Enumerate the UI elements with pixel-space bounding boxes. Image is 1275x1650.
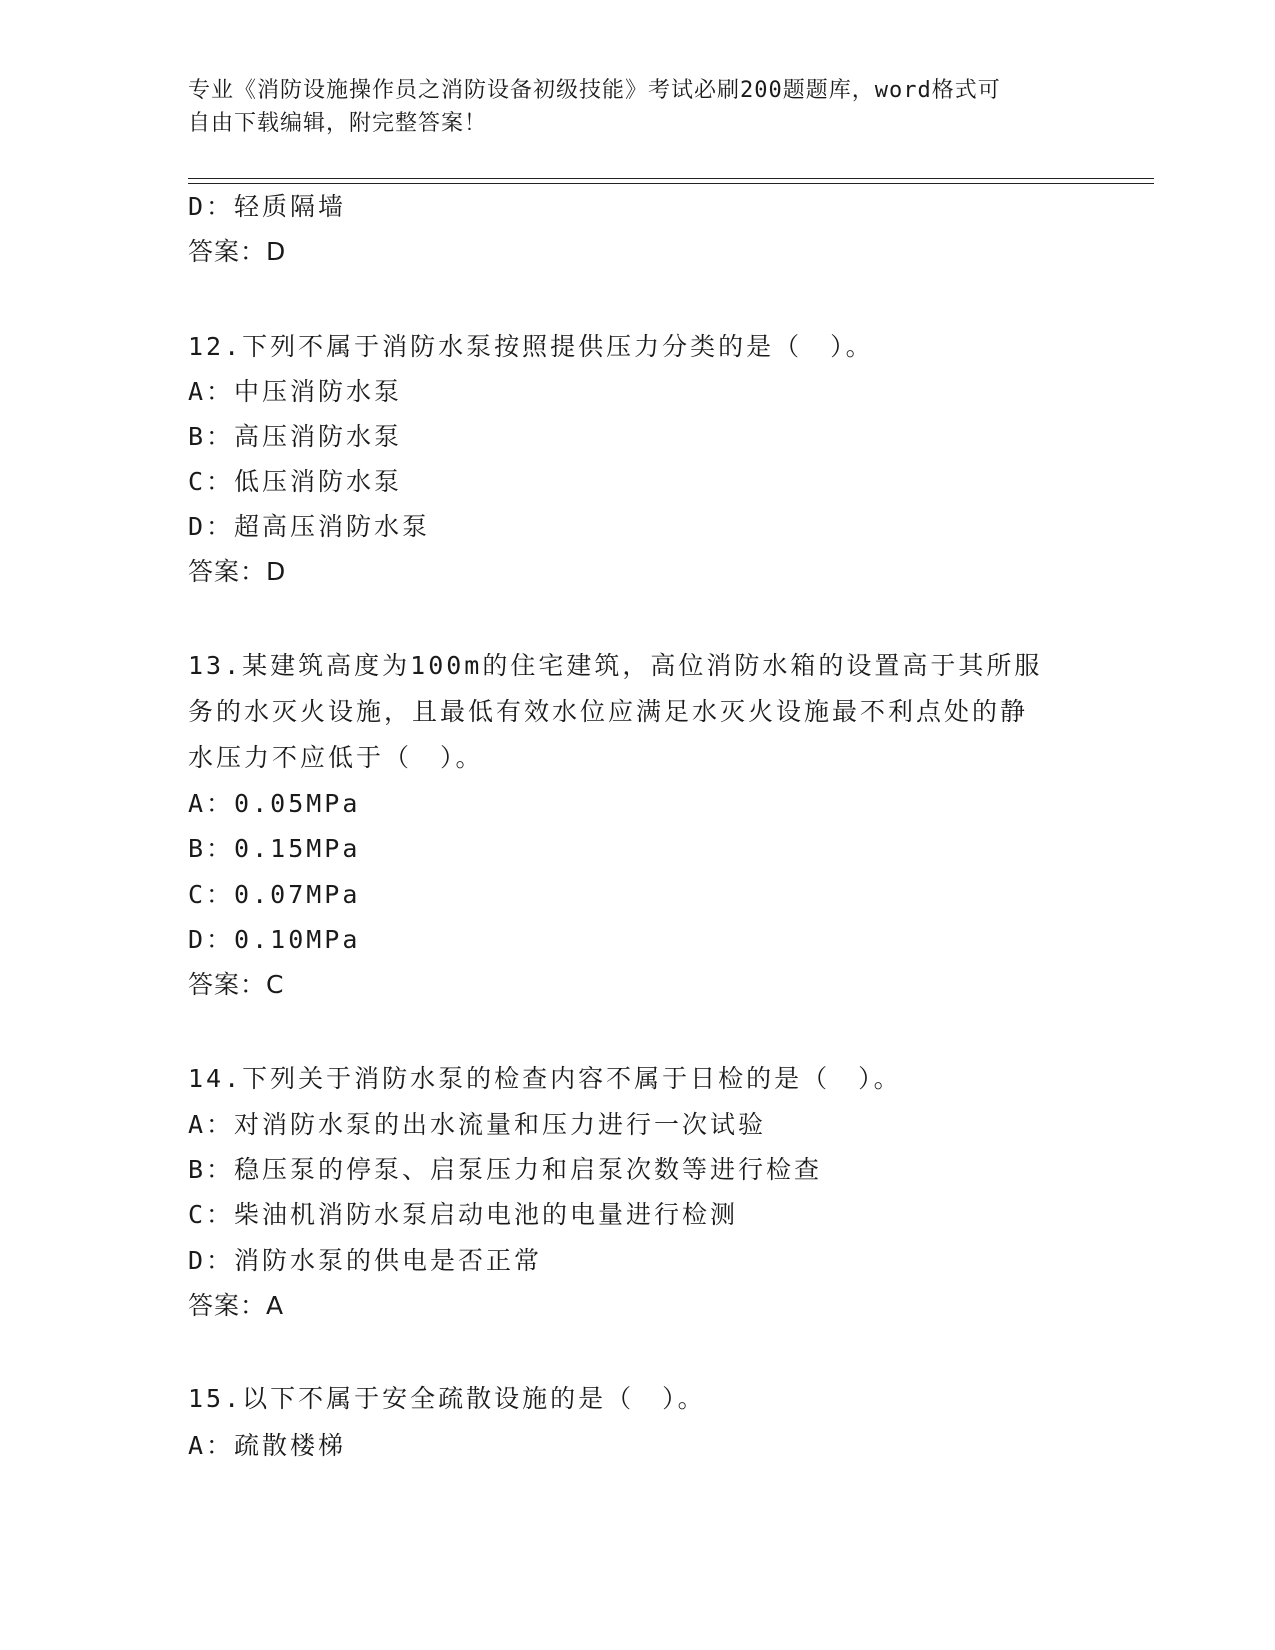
q12-stem: 12.下列不属于消防水泵按照提供压力分类的是（ ）。 (188, 332, 874, 361)
q14-option-a: A：对消防水泵的出水流量和压力进行一次试验 (188, 1110, 767, 1139)
document-header (188, 74, 1068, 140)
q11-option-d: D：轻质隔墙 (188, 192, 347, 221)
q13-answer: 答案：C (188, 970, 285, 999)
q13-option-d: D：0.10MPa (188, 925, 361, 954)
header-line-1: 专业《消防设施操作员之消防设备初级技能》考试必刷200题题库，word格式可 (188, 78, 1001, 103)
q13-option-b: B：0.15MPa (188, 834, 361, 863)
header-divider-bottom (188, 183, 1154, 184)
q14-option-c: C：柴油机消防水泵启动电池的电量进行检测 (188, 1200, 739, 1229)
header-divider-top (188, 178, 1154, 179)
q15-stem: 15.以下不属于安全疏散设施的是（ ）。 (188, 1384, 706, 1413)
q15-option-a: A：疏散楼梯 (188, 1431, 347, 1460)
q12-option-d: D：超高压消防水泵 (188, 512, 431, 541)
q12-option-b: B：高压消防水泵 (188, 422, 403, 451)
header-line-2: 自由下载编辑，附完整答案！ (188, 111, 488, 136)
q14-option-d: D：消防水泵的供电是否正常 (188, 1246, 543, 1275)
q14-stem: 14.下列关于消防水泵的检查内容不属于日检的是（ ）。 (188, 1064, 902, 1093)
q13-stem-line-2: 务的水灭火设施，且最低有效水位应满足水灭火设施最不利点处的静 (188, 697, 1029, 726)
q12-answer: 答案：D (188, 557, 287, 586)
q13-option-a: A：0.05MPa (188, 789, 361, 818)
q14-option-b: B：稳压泵的停泵、启泵压力和启泵次数等进行检查 (188, 1155, 823, 1184)
q12-option-c: C：低压消防水泵 (188, 467, 403, 496)
q11-answer: 答案：D (188, 237, 287, 266)
q12-option-a: A：中压消防水泵 (188, 377, 403, 406)
q13-stem-line-1: 13.某建筑高度为100m的住宅建筑，高位消防水箱的设置高于其所服 (188, 651, 1043, 680)
q13-option-c: C：0.07MPa (188, 880, 361, 909)
q14-answer: 答案：A (188, 1291, 285, 1320)
q13-stem-line-3: 水压力不应低于（ ）。 (188, 743, 484, 772)
